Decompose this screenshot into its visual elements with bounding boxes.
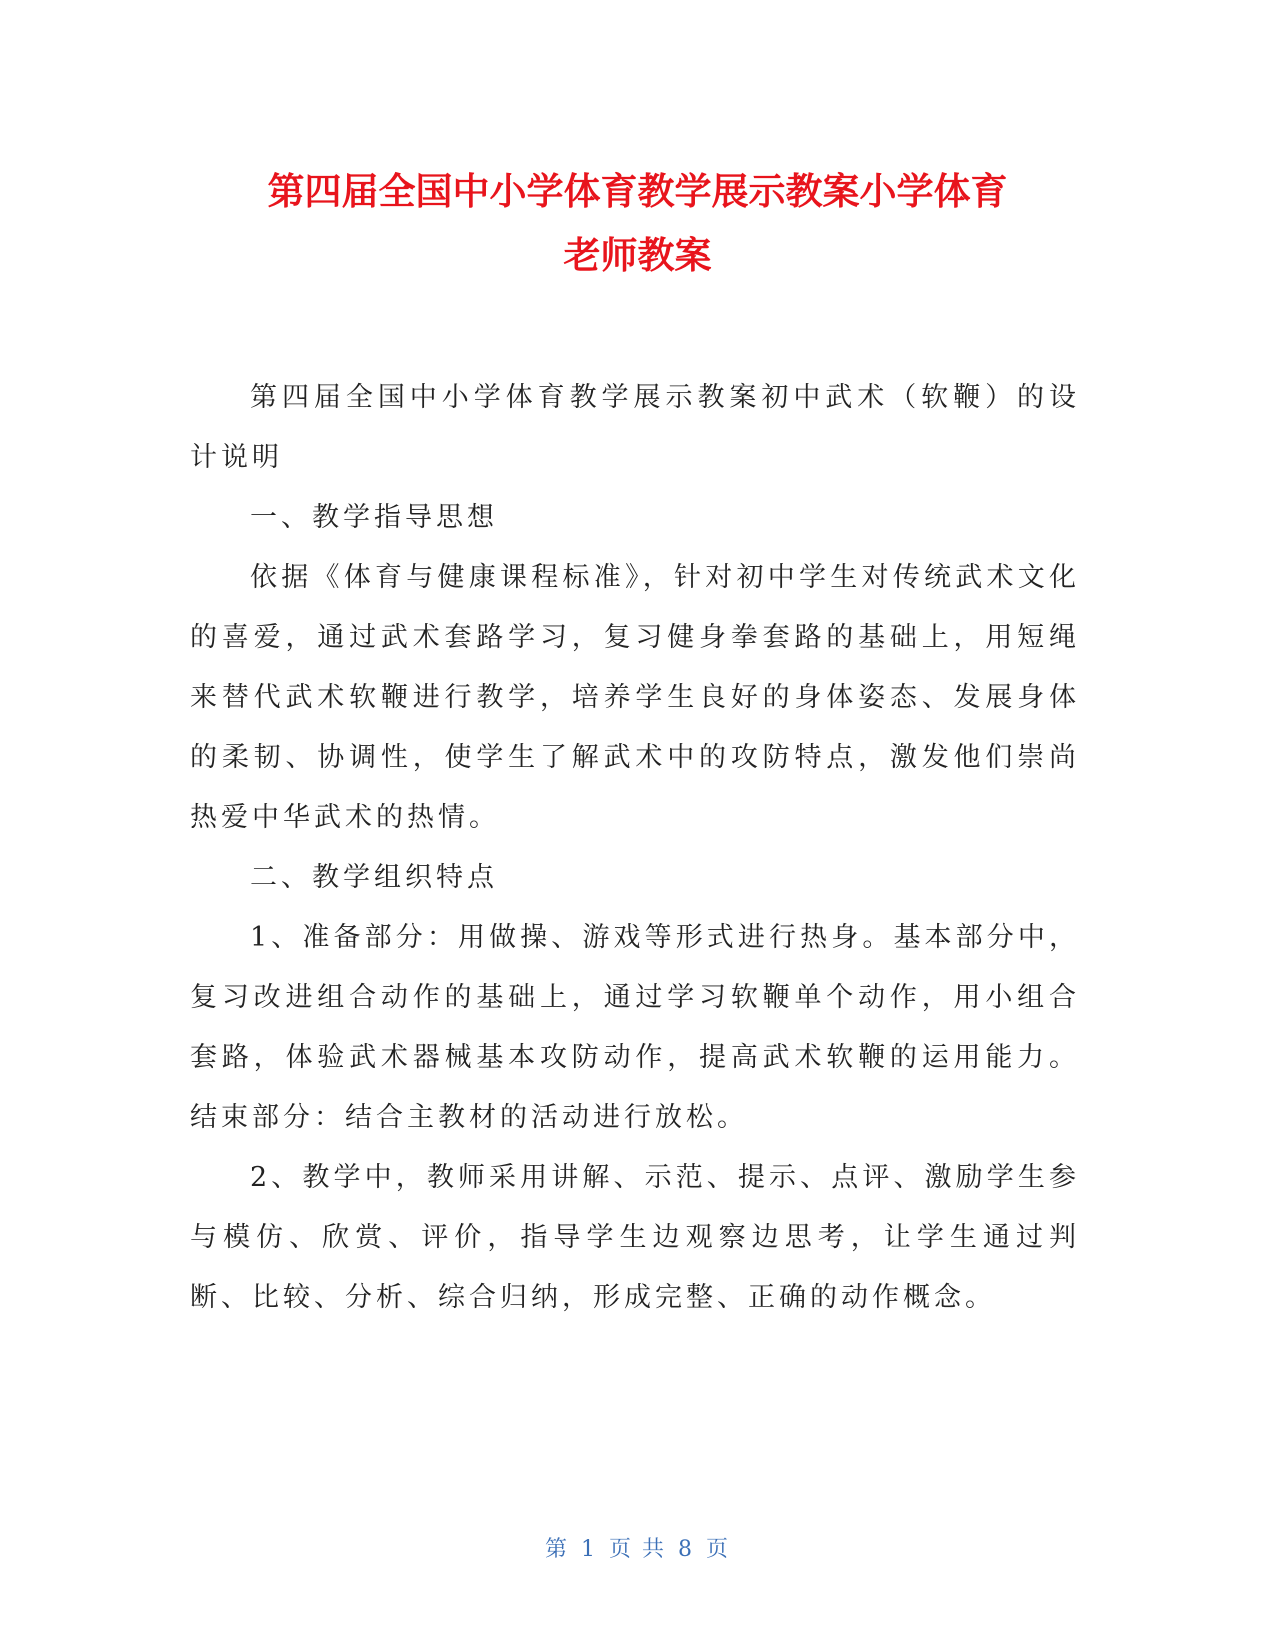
document-body bbox=[190, 368, 1080, 1328]
page-label-suffix: 页 bbox=[706, 1537, 731, 1562]
document-title-line-1: 第四届全国中小学体育教学展示教案小学体育 bbox=[267, 170, 1008, 213]
paragraph-teaching-philosophy: 依据《体育与健康课程标准》，针对初中学生对传统武术文化的喜爱，通过武术套路学习，复习健身拳套路的基础上，用短绳来替代武术软鞭进行教学，培养学生良好的身体姿态、发展身体的柔韧、协调性，使学生了解武术中的攻防特点，激发他们崇尚热爱中华武术的热情。 bbox=[190, 562, 1080, 833]
heading-teaching-philosophy: 一、教学指导思想 bbox=[250, 502, 498, 533]
document-title-line-2: 老师教案 bbox=[563, 234, 712, 277]
page-label-mid: 页 共 bbox=[609, 1537, 666, 1562]
page-footer bbox=[0, 1532, 1275, 1563]
paragraph-feature-1: 1、准备部分：用做操、游戏等形式进行热身。基本部分中，复习改进组合动作的基础上，通过学习软鞭单个动作，用小组合套路，体验武术器械基本攻防动作，提高武术软鞭的运用能力。结束部分：结合主教材的活动进行放松。 bbox=[190, 922, 1080, 1133]
total-pages-number: 8 bbox=[678, 1537, 694, 1562]
paragraph-intro: 第四届全国中小学体育教学展示教案初中武术（软鞭）的设计说明 bbox=[190, 382, 1080, 473]
paragraph-feature-2: 2、教学中，教师采用讲解、示范、提示、点评、激励学生参与模仿、欣赏、评价，指导学生边观察边思考，让学生通过判断、比较、分析、综合归纳，形成完整、正确的动作概念。 bbox=[190, 1162, 1080, 1313]
current-page-number: 1 bbox=[581, 1537, 597, 1562]
document-title bbox=[150, 160, 1125, 288]
heading-organization-features: 二、教学组织特点 bbox=[250, 862, 498, 893]
page-label-prefix: 第 bbox=[544, 1537, 569, 1562]
